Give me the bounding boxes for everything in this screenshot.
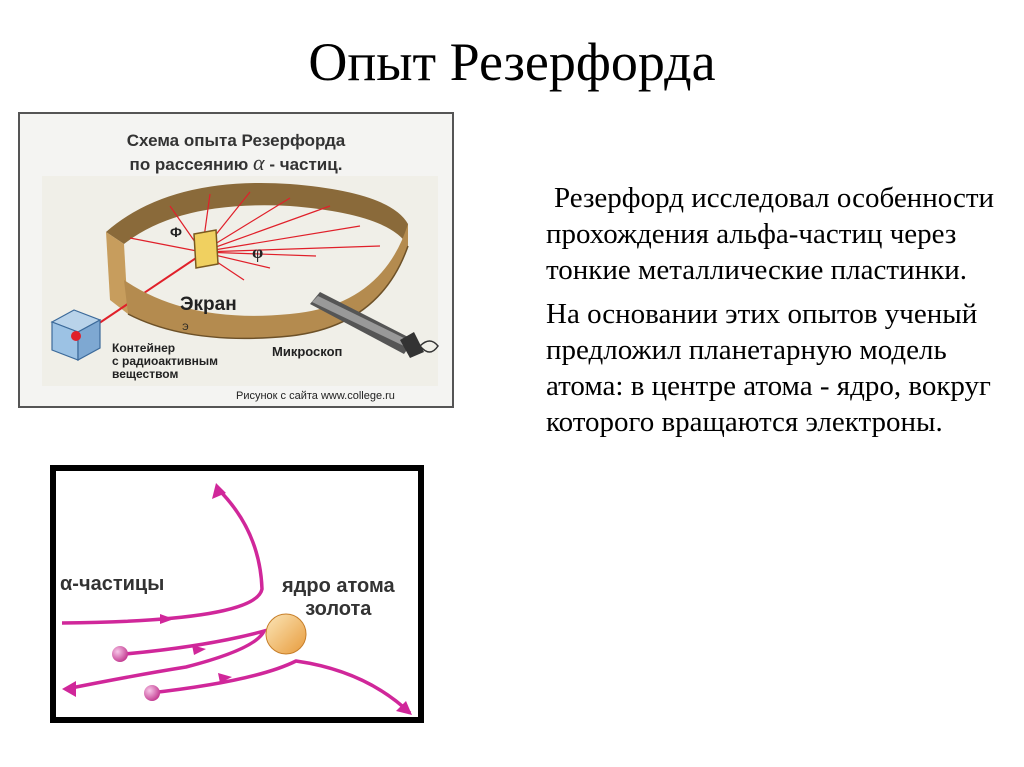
alpha-particles-label: α-частицы <box>60 573 165 595</box>
caption-suffix: - частиц. <box>269 155 343 174</box>
nucleus-label: ядро атома золота <box>282 575 395 620</box>
body-paragraph-1: Резерфорд исследовал особенности прохождения альфа-частиц через тонкие металлические пластинки. <box>546 182 995 286</box>
phi-label-left: Ф <box>170 224 182 240</box>
deflected-down-track <box>150 661 410 713</box>
body-paragraph-2: На основании этих опытов ученый предложил планетарную модель атома: в центре атома - ядро, вокруг которого вращаются электроны. <box>546 298 991 438</box>
e-label: Э <box>182 322 189 332</box>
gold-foil <box>194 230 218 268</box>
caption-prefix: по рассеянию <box>129 155 249 174</box>
schematic-caption-line2 <box>20 152 452 176</box>
phi-label-right: φ <box>252 242 264 262</box>
scattering-diagram <box>50 465 424 723</box>
radioactive-container <box>52 310 100 360</box>
schematic-caption-line1: Схема опыта Резерфорда <box>126 131 346 150</box>
experiment-schematic <box>18 112 454 408</box>
alpha-particle <box>112 646 128 662</box>
microscope-label: Микроскоп <box>272 344 343 359</box>
alpha-symbol: α <box>253 150 265 175</box>
source-credit: Рисунок с сайта www.college.ru <box>236 390 395 402</box>
alpha-particle <box>144 685 160 701</box>
deflected-up-track <box>62 489 262 623</box>
container-label: Контейнер с радиоактивным веществом <box>112 341 219 381</box>
slide-title: Опыт Резерфорда <box>308 32 716 92</box>
screen-label: Экран <box>180 294 237 315</box>
slide-body <box>546 180 1006 448</box>
